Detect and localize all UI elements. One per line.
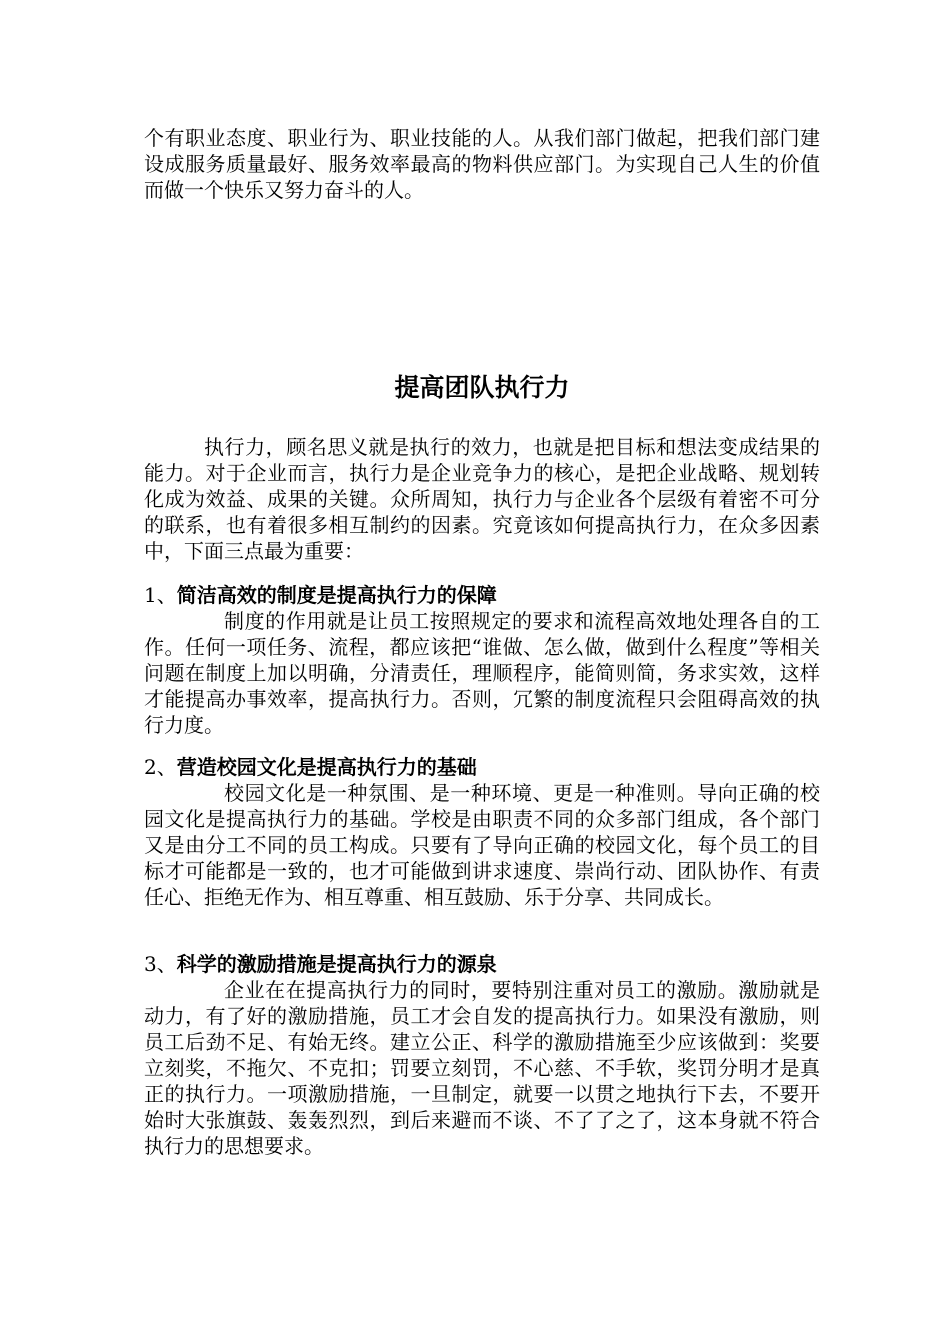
section-heading xyxy=(144,951,820,977)
section-number: 3、 xyxy=(144,952,177,976)
section-heading-text: 营造校园文化是提高执行力的基础 xyxy=(176,755,477,779)
section-3 xyxy=(144,951,820,1159)
section-1 xyxy=(144,582,820,738)
section-heading-text: 科学的激励措施是提高执行力的源泉 xyxy=(176,952,497,976)
intro-paragraph: 执行力，顾名思义就是执行的效力，也就是把目标和想法变成结果的能力。对于企业而言，执行力是企业竞争力的核心，是把企业战略、规划转化成为效益、成果的关键。众所周知，执行力与企业各个层级有着密不可分的联系，也有着很多相互制约的因素。究竟该如何提高执行力，在众多因素中，下面三点最为重要： xyxy=(144,435,820,563)
section-body: 制度的作用就是让员工按照规定的要求和流程高效地处理各自的工作。任何一项任务、流程，都应该把“谁做、怎么做，做到什么程度”等相关问题在制度上加以明确，分清责任，理顺程序，能简则简，务求实效，这样才能提高办事效率，提高执行力。否则，冗繁的制度流程只会阻碍高效的执行力度。 xyxy=(144,609,820,737)
document-title: 提高团队执行力 xyxy=(394,373,570,402)
section-2 xyxy=(144,754,820,910)
continuation-paragraph: 个有职业态度、职业行为、职业技能的人。从我们部门做起，把我们部门建设成服务质量最好、服务效率最高的物料供应部门。为实现自己人生的价值而做一个快乐又努力奋斗的人。 xyxy=(144,126,820,202)
section-heading-text: 简洁高效的制度是提高执行力的保障 xyxy=(176,583,497,607)
section-body: 企业在在提高执行力的同时，要特别注重对员工的激励。激励就是动力，有了好的激励措施，员工才会自发的提高执行力。如果没有激励，则员工后劲不足、有始无终。建立公正、科学的激励措施至少应该做到：奖要立刻奖，不拖欠、不克扣；罚要立刻罚，不心慈、不手软，奖罚分明才是真正的执行力。一项激励措施，一旦制定，就要一以贯之地执行下去，不要开始时大张旗鼓、轰轰烈烈，到后来避而不谈、不了了之了，这本身就不符合执行力的思想要求。 xyxy=(144,978,820,1158)
section-heading xyxy=(144,754,820,780)
section-number: 2、 xyxy=(144,755,177,779)
section-heading xyxy=(144,582,820,608)
section-number: 1、 xyxy=(144,583,177,607)
section-body: 校园文化是一种氛围、是一种环境、更是一种准则。导向正确的校园文化是提高执行力的基础。学校是由职责不同的众多部门组成，各个部门又是由分工不同的员工构成。只要有了导向正确的校园文化，每个员工的目标才可能都是一致的，也才可能做到讲求速度、崇尚行动、团队协作、有责任心、拒绝无作为、相互尊重、相互鼓励、乐于分享、共同成长。 xyxy=(144,781,820,909)
